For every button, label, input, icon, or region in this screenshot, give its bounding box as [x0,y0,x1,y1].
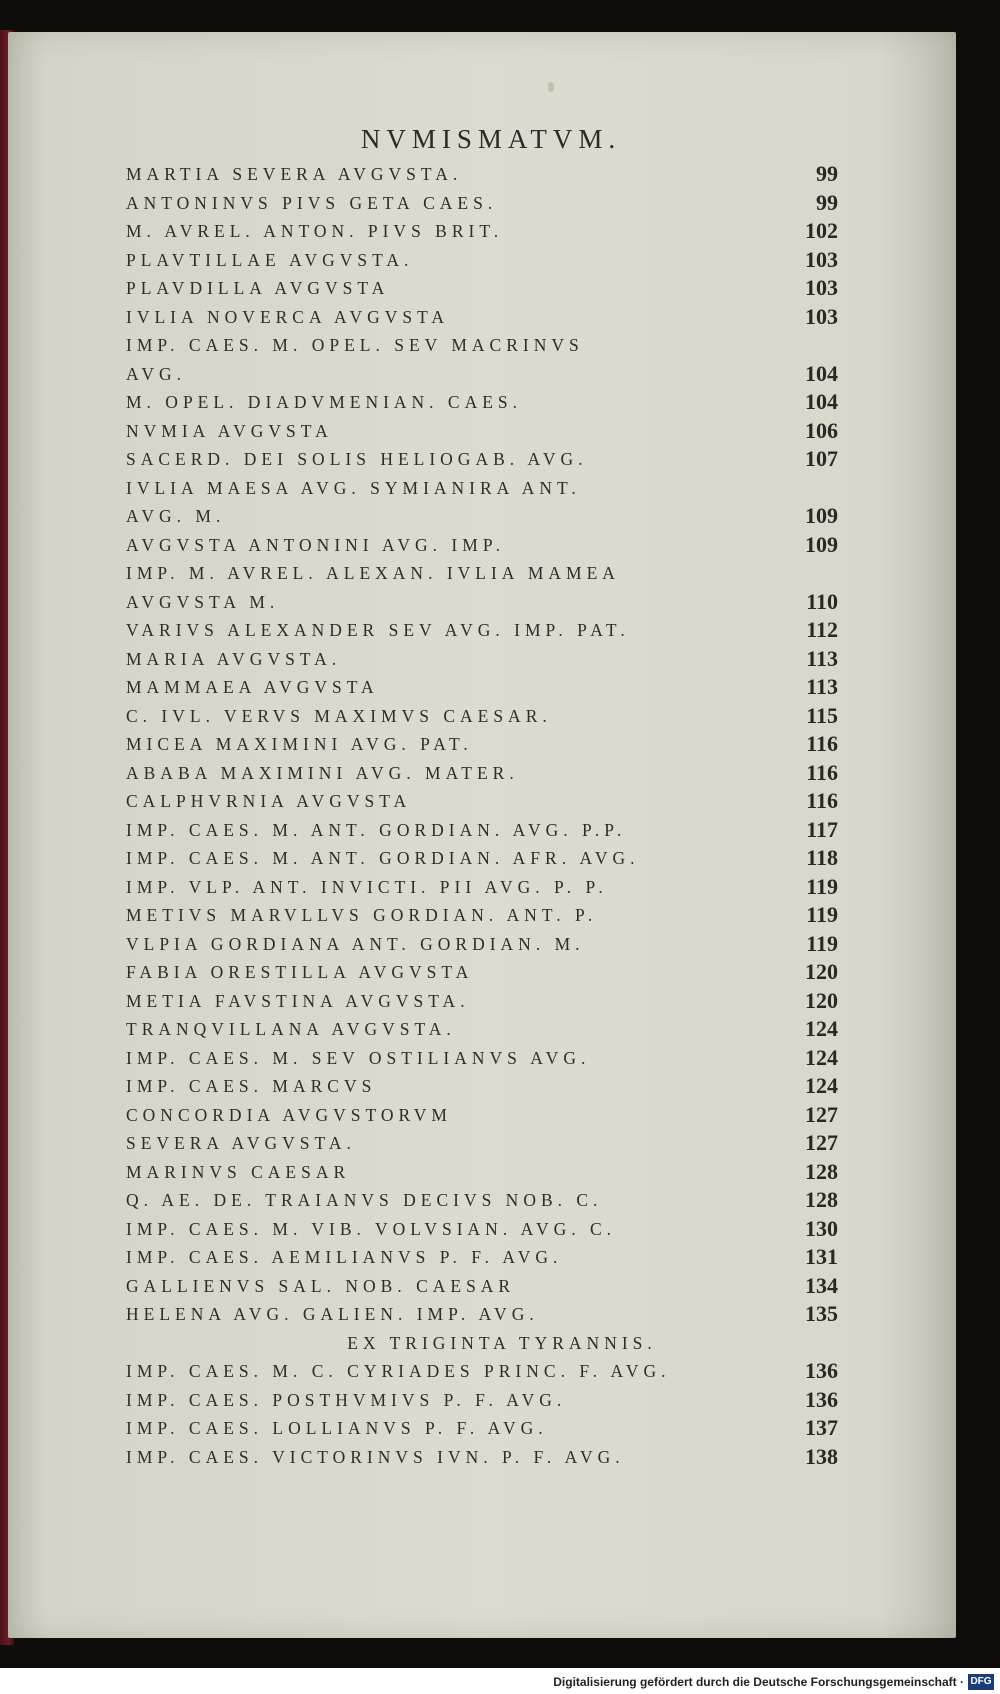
index-entry [126,987,838,1016]
entry-page-number: 124 [805,1073,838,1098]
entry-name: AVGVSTA M. [126,591,280,612]
index-entry [126,331,838,360]
entry-name: IMP. CAES. VICTORINVS IVN. P. F. AVG. [126,1446,625,1467]
entry-name: ABABA MAXIMINI AVG. MATER. [126,762,519,783]
entry-name: IMP. CAES. M. C. CYRIADES PRINC. F. AVG. [126,1361,671,1381]
entry-name: NVMIA AVGVSTA [126,420,333,441]
index-entry [126,502,838,531]
entry-name: IMP. CAES. MARCVS [126,1076,377,1096]
entry-name: IMP. CAES. M. ANT. GORDIAN. AVG. P.P. [126,819,627,840]
index-entry [126,616,838,645]
entry-page-number: 124 [805,1044,838,1070]
index-entry [126,1158,838,1187]
entry-name: SEVERA AVGVSTA. [126,1133,356,1153]
entry-name: M. OPEL. DIADVMENIAN. CAES. [126,392,523,412]
index-entry [126,1243,838,1272]
entry-name: IVLIA NOVERCA AVGVSTA [126,306,450,327]
entry-name: HELENA AVG. GALIEN. IMP. AVG. [126,1304,539,1324]
entry-name: MARINVS CAESAR [126,1161,351,1182]
index-entry [126,1186,838,1215]
entry-page-number: 116 [806,788,838,813]
entry-page-number: 109 [805,531,838,557]
index-entry [126,816,838,845]
entry-page-number: 136 [805,1386,838,1412]
entry-page-number: 119 [806,930,838,956]
entry-page-number: 131 [805,1244,838,1269]
entry-page-number: 117 [806,816,838,842]
page-header: NVMISMATVM. [360,124,622,154]
index-entry [126,787,838,816]
entry-name: IVLIA MAESA AVG. SYMIANIRA ANT. [126,477,581,498]
entry-page-number: 120 [805,959,838,984]
entry-page-number: 103 [805,275,838,300]
index-entry [126,417,838,446]
entry-name: MARTIA SEVERA AVGVSTA. [126,164,463,184]
entry-page-number: 128 [805,1187,838,1212]
index-entry [126,1015,838,1044]
entry-name: SACERD. DEI SOLIS HELIOGAB. AVG. [126,449,588,469]
entry-page-number: 120 [805,987,838,1013]
entry-page-number: 110 [806,588,838,614]
entry-page-number: 128 [805,1158,838,1184]
entry-page-number: 137 [805,1415,838,1440]
entry-page-number: 115 [806,702,838,728]
entry-name: IMP. CAES. LOLLIANVS P. F. AVG. [126,1418,548,1438]
entry-name: AVG. [126,363,187,384]
index-entry [126,1300,838,1329]
index-entry [126,702,838,731]
entry-page-number: 112 [806,617,838,642]
entry-page-number: 113 [806,674,838,699]
entry-page-number: 127 [805,1130,838,1155]
index-entry [126,1386,838,1415]
index-entry [126,531,838,560]
entry-name: FABIA ORESTILLA AVGVSTA [126,962,474,982]
entry-page-number: 135 [805,1301,838,1326]
index-entry [126,844,838,873]
index-entry [126,217,838,246]
index-entry [126,360,838,389]
entry-page-number: 104 [805,389,838,414]
entry-name: METIVS MARVLLVS GORDIAN. ANT. P. [126,905,598,925]
index-entry [126,588,838,617]
entry-name: MICEA MAXIMINI AVG. PAT. [126,734,473,754]
entry-page-number: 99 [816,189,838,215]
index-entry [126,759,838,788]
entry-name: IMP. CAES. POSTHVMIVS P. F. AVG. [126,1389,567,1410]
entry-page-number: 113 [806,645,838,671]
entry-name: IMP. VLP. ANT. INVICTI. PII AVG. P. P. [126,876,608,897]
entry-name: IMP. CAES. M. VIB. VOLVSIAN. AVG. C. [126,1218,617,1239]
index-entry [126,246,838,275]
entry-page-number: 127 [805,1101,838,1127]
index-entry [126,1357,838,1386]
entry-name: MAMMAEA AVGVSTA [126,677,379,697]
entry-page-number: 116 [806,759,838,785]
entry-name: PLAVDILLA AVGVSTA [126,278,390,298]
index-entry [126,1414,838,1443]
index-entry [126,1272,838,1301]
index-entry [126,1101,838,1130]
index-entry [126,160,838,189]
entry-name: METIA FAVSTINA AVGVSTA. [126,990,470,1011]
entry-page-number: 138 [805,1443,838,1469]
index-entry [126,930,838,959]
index-entry [126,901,838,930]
entry-name: VLPIA GORDIANA ANT. GORDIAN. M. [126,933,585,954]
entry-name: AVG. M. [126,506,226,526]
index-entry [126,1129,838,1158]
entry-name: IMP. CAES. AEMILIANVS P. F. AVG. [126,1247,563,1267]
entry-page-number: 103 [805,303,838,329]
entry-page-number: 134 [805,1272,838,1298]
entry-name: PLAVTILLAE AVGVSTA. [126,249,414,270]
index-entry [126,958,838,987]
index-entry [126,1044,838,1073]
entry-page-number: 106 [805,417,838,443]
index-entry [126,1443,838,1472]
entry-page-number: 102 [805,218,838,243]
index-entry [126,303,838,332]
entry-name: CONCORDIA AVGVSTORVM [126,1104,452,1125]
entry-name: IMP. CAES. M. OPEL. SEV MACRINVS [126,335,584,355]
entry-name: C. IVL. VERVS MAXIMVS CAESAR. [126,705,552,726]
entry-page-number: 124 [805,1016,838,1041]
index-entry [126,474,838,503]
entry-page-number: 107 [805,446,838,471]
book-page [8,32,956,1638]
entry-name: AVGVSTA ANTONINI AVG. IMP. [126,534,505,555]
entry-page-number: 118 [806,845,838,870]
entry-name: IMP. CAES. M. SEV OSTILIANVS AVG. [126,1047,591,1068]
index-entry [126,1215,838,1244]
footer-credit: Digitalisierung gefördert durch die Deutsche Forschungsgemeinschaft · [553,1675,964,1689]
index-entry [126,445,838,474]
entry-page-number: 103 [805,246,838,272]
index-entry [126,388,838,417]
entry-name: VARIVS ALEXANDER SEV AVG. IMP. PAT. [126,620,630,640]
index-entry [126,189,838,218]
dfg-logo: DFG [968,1674,994,1690]
index-entry [126,873,838,902]
footer-bar [0,1668,1000,1694]
entry-name: IMP. CAES. M. ANT. GORDIAN. AFR. AVG. [126,848,640,868]
index-entry [126,1072,838,1101]
entry-page-number: 119 [806,873,838,899]
entry-name: ANTONINVS PIVS GETA CAES. [126,192,498,213]
entry-name: IMP. M. AVREL. ALEXAN. IVLIA MAMEA [126,563,620,583]
entry-page-number: 130 [805,1215,838,1241]
entry-name: EX TRIGINTA TYRANNIS. [347,1332,657,1353]
entry-page-number: 119 [806,902,838,927]
entry-page-number: 136 [805,1358,838,1383]
entry-name: CALPHVRNIA AVGVSTA [126,791,412,811]
entry-name: TRANQVILLANA AVGVSTA. [126,1019,456,1039]
page-stain [548,82,554,92]
index-entry [126,559,838,588]
index-entry [126,274,838,303]
index-entry [126,645,838,674]
entry-page-number: 104 [805,360,838,386]
entry-page-number: 109 [805,503,838,528]
entry-page-number: 99 [816,161,838,186]
index-entry [126,673,838,702]
index-entry [126,730,838,759]
entry-page-number: 116 [806,731,838,756]
section-heading [126,1329,838,1358]
entry-name: GALLIENVS SAL. NOB. CAESAR [126,1275,516,1296]
entry-name: Q. AE. DE. TRAIANVS DECIVS NOB. C. [126,1190,603,1210]
entry-name: MARIA AVGVSTA. [126,648,342,669]
entry-name: M. AVREL. ANTON. PIVS BRIT. [126,221,504,241]
index-list [126,160,838,1471]
